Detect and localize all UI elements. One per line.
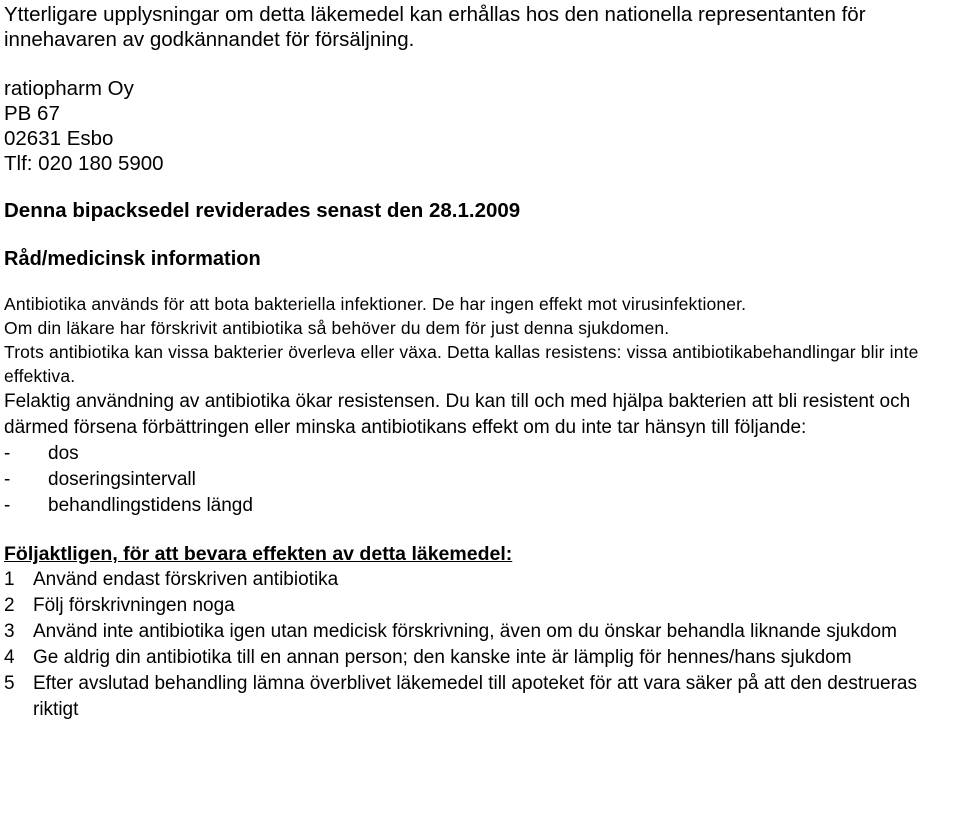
postal-city: 02631 Esbo (4, 127, 114, 150)
advice-line-1: Antibiotika används för att bota bakteriella infektioner. De har ingen effekt mot virusinfektioner. (4, 294, 747, 314)
list-item-text: doseringsintervall (48, 469, 196, 490)
item-number: 4 (4, 647, 15, 668)
list-marker: - (4, 443, 11, 464)
item-number: 1 (4, 569, 15, 590)
item-number: 3 (4, 621, 15, 642)
advice-line-3: Trots antibiotika kan vissa bakterier överleva eller växa. Detta kallas resistens: vissa antibiotikabehandlingar blir inte effektiva. (4, 342, 919, 386)
misuse-rest: Du kan till och med hjälpa bakterien att bli resistent och därmed försena förbättringen eller minska antibiotikans effekt om du inte tar hänsyn till följande: (4, 391, 911, 438)
item-number: 2 (4, 595, 15, 616)
item-number: 5 (4, 673, 15, 694)
list-item (4, 441, 954, 467)
list-item-text: Använd inte antibiotika igen utan medicisk förskrivning, även om du önskar behandla liknande sjukdom (33, 621, 897, 642)
company-name: ratiopharm Oy (4, 77, 134, 100)
misuse-paragraph (4, 389, 954, 441)
advice-heading: Råd/medicinsk information (4, 248, 261, 270)
list-item (4, 567, 954, 593)
list-marker: - (4, 469, 11, 490)
advice-section (4, 292, 954, 388)
list-item (4, 593, 954, 619)
list-item-text: dos (48, 443, 79, 464)
phone-number: Tlf: 020 180 5900 (4, 152, 164, 175)
list-item-text: Efter avslutad behandling lämna överblivet läkemedel till apoteket för att vara säker på att den destrueras riktigt (33, 673, 918, 720)
representative-address (4, 76, 954, 176)
list-item-text: behandlingstidens längd (48, 495, 253, 516)
list-marker: - (4, 495, 11, 516)
misuse-lead: Felaktig användning av antibiotika ökar resistensen. (4, 391, 441, 412)
list-item (4, 619, 954, 645)
advice-line-2: Om din läkare har förskrivit antibiotika så behöver du dem för just denna sjukdomen. (4, 318, 670, 338)
list-item-text: Använd endast förskriven antibiotika (33, 569, 339, 590)
tips-list (4, 567, 954, 723)
factor-list (4, 441, 954, 519)
list-item (4, 671, 954, 723)
list-item (4, 493, 954, 519)
list-item-text: Följ förskrivningen noga (33, 595, 235, 616)
list-item (4, 645, 954, 671)
list-item-text: Ge aldrig din antibiotika till en annan person; den kanske inte är lämplig för hennes/hans sjukdom (33, 647, 852, 668)
tips-heading: Följaktligen, för att bevara effekten av detta läkemedel: (4, 543, 513, 565)
list-item (4, 467, 954, 493)
revision-date: Denna bipacksedel reviderades senast den 28.1.2009 (4, 199, 521, 222)
intro-paragraph: Ytterligare upplysningar om detta läkemedel kan erhållas hos den nationella representanten för innehavaren av godkännandet för försäljning. (4, 3, 866, 51)
leaflet-page (4, 0, 954, 723)
postbox: PB 67 (4, 102, 60, 125)
